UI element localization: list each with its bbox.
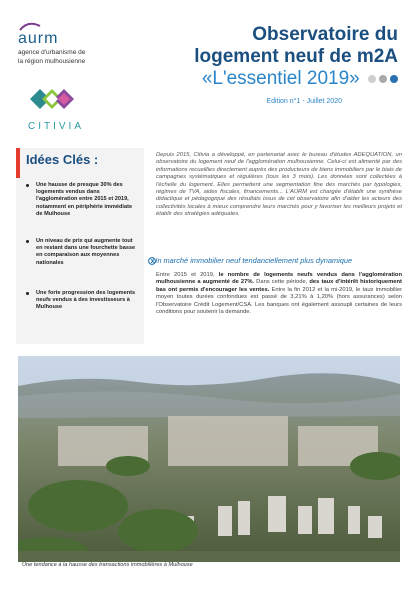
section-text-3: Entre la fin 2012 et la mi-2019, le taux immobilier moyen toutes durées confondues est passé de 3,21% à 1,20% (hors assurances) selon l'Observatoire Crédit Logement/CSA. Les banques ont également assoupli certaines de leurs conditions pour soutenir la demande. [156, 286, 403, 316]
title-line-1: Observatoire du [252, 24, 398, 45]
key-ideas-accent-bar [16, 148, 20, 178]
section-bold-2: des taux d'intérêt historiquement bas ont permis d'encourager les ventes. [156, 279, 402, 293]
page-title [138, 24, 398, 90]
aurm-subtitle-1: agence d'urbanisme de [18, 49, 86, 56]
title-line-3 [138, 68, 398, 90]
section-paragraph [156, 272, 402, 316]
citivia-logo-text: CITIVIA [28, 121, 85, 132]
dot-icon-3 [390, 75, 398, 83]
section-bold-1: le nombre de logements neufs vendus dans l'agglomération mulhousienne a augmenté de 27%. [156, 272, 402, 286]
key-idea-3: Une forte progression des logements neufs vendus à des investisseurs à Mulhouse [36, 290, 136, 311]
photo-caption: Une tendance à la hausse des transactions immobilières à Mulhouse [22, 562, 193, 568]
edition-label: Edition n°1 - Juillet 2020 [266, 98, 342, 105]
title-essentiel: «L'essentiel 2019» [201, 68, 360, 89]
dot-icon-2 [379, 75, 387, 83]
aurm-subtitle-2: la région mulhousienne [18, 58, 86, 65]
aurm-swoosh-icon [18, 22, 42, 32]
citivia-logo [28, 84, 118, 132]
citivia-mark-icon [28, 84, 84, 114]
key-idea-1: Une hausse de presque 30% des logements vendus dans l'agglomération entre 2015 et 2019, notamment en périphérie immédiate de Mulhouse [36, 182, 136, 218]
section-text-1: Entre 2015 et 2019, [156, 272, 219, 278]
aerial-city-photo [18, 356, 400, 562]
section-heading: Un marché immobilier neuf tendanciellement plus dynamique [152, 256, 353, 265]
aurm-logo [18, 30, 138, 66]
section-text-2: Dans cette période, [254, 279, 310, 286]
aurm-logo-text: aurm [18, 30, 59, 47]
key-ideas-title: Idées Clés : [26, 152, 99, 167]
intro-paragraph: Depuis 2015, Citivia a développé, en partenariat avec le bureau d'études ADEQUATION, un observatoire du logement neuf de l'agglomération mulhousienne. Celui-ci est alimenté par des informations recueillies directement auprès des producteurs de biens immobiliers par le biais de campagnes systématiques et régulières (tous les 3 mois). Les données sont collectées à l'échelle du logement. Elles permettent une segmentation fine des marchés par typologies, régimes de TVA, aides fiscales, financements... L'AURM est chargée d'établir une synthèse didactique et pédagogique des résultats issus de cet observatoire afin d'aider les acteurs des collectivités locales à mieux comprendre leurs marchés pour y favoriser les meilleurs projets et établir des stratégies adéquates. [156, 152, 402, 218]
dot-icon-1 [368, 75, 376, 83]
key-idea-2: Un niveau de prix qui augmente tout en restant dans une fourchette basse en comparaison aux moyennes nationales [36, 238, 136, 266]
title-line-2: logement neuf de m2A [194, 46, 398, 67]
